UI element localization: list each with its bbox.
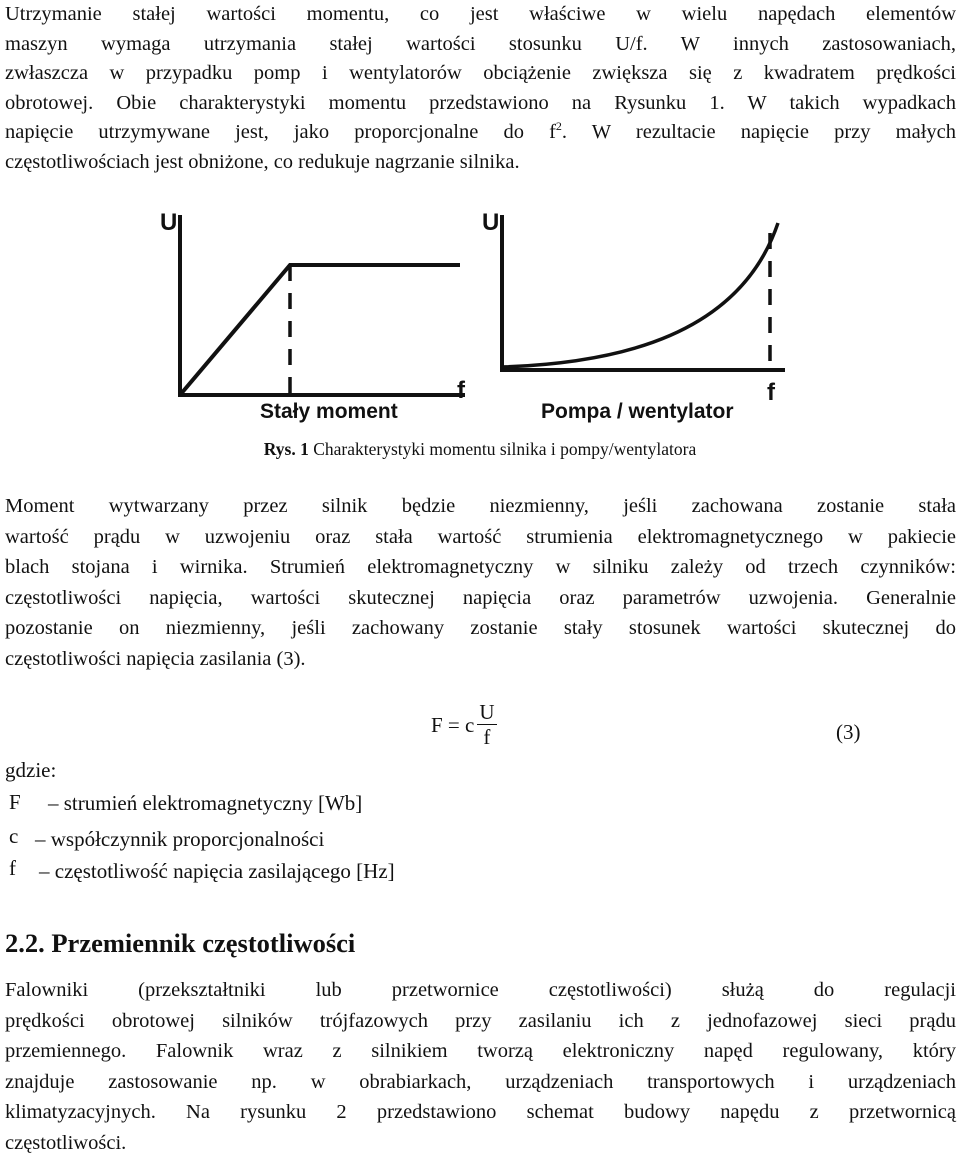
fraction-denominator: f (483, 725, 490, 749)
paragraph-line: pozostanie on niezmienny, jeśli zachowany zostanie stały stosunek wartości skutecznej do (5, 613, 956, 644)
paragraph-line: częstotliwości napięcia zasilania (3). (5, 644, 956, 675)
formula (431, 700, 497, 749)
paragraph-line: wartość prądu w uzwojeniu oraz stała wartość strumienia elektromagnetycznego w pakiecie (5, 522, 956, 553)
paragraph-line: częstotliwościach jest obniżone, co redukuje nagrzanie silnika. (5, 148, 956, 178)
pump-fan-panel (482, 209, 785, 423)
line-text: . W rezultacie napięcie przy małych (562, 121, 956, 143)
voltage-curve (502, 223, 778, 367)
paragraph-intro (5, 0, 956, 177)
formula-lhs: F = c (431, 713, 474, 737)
fraction (477, 700, 496, 749)
line-text: napięcie utrzymywane jest, jako proporcjonalne do f (5, 121, 556, 143)
figure-caption (0, 437, 960, 461)
paragraph-line: Falowniki (przekształtniki lub przetwornice częstotliwości) służą do regulacji (5, 975, 956, 1006)
fraction-numerator: U (477, 700, 496, 725)
panel-title: Stały moment (260, 400, 398, 423)
paragraph-line: obrotowej. Obie charakterystyki momentu przedstawiono na Rysunku 1. W takich wypadkach (5, 89, 956, 119)
paragraph-line: częstotliwości. (5, 1128, 956, 1158)
panel-title: Pompa / wentylator (541, 400, 734, 423)
voltage-curve (180, 265, 460, 395)
torque-characteristics-figure (0, 195, 960, 435)
paragraph-line: Utrzymanie stałej wartości momentu, co jest właściwe w wielu napędach elementów (5, 0, 956, 30)
superscript: 2 (556, 119, 562, 133)
paragraph-inverter (5, 975, 956, 1158)
x-axis-label: f (767, 379, 776, 406)
paragraph-line: prędkości obrotowej silników trójfazowych przy zasilaniu ich z jednofazowej sieci prądu (5, 1006, 956, 1037)
legend-symbol: c (9, 824, 18, 849)
y-axis-label: U (482, 209, 499, 236)
caption-text: Charakterystyki momentu silnika i pompy/wentylatora (309, 439, 696, 459)
paragraph-moment (5, 491, 956, 674)
legend-intro: gdzie: (5, 758, 56, 783)
section-heading: 2.2. Przemiennik częstotliwości (5, 928, 355, 959)
paragraph-line: Moment wytwarzany przez silnik będzie niezmienny, jeśli zachowana zostanie stała (5, 491, 956, 522)
paragraph-line: blach stojana i wirnika. Strumień elektromagnetyczny w silniku zależy od trzech czynników: (5, 552, 956, 583)
legend-symbol: f (9, 856, 16, 881)
x-axis-label: f (457, 377, 466, 404)
paragraph-line: znajduje zastosowanie np. w obrabiarkach, urządzeniach transportowych i urządzeniach (5, 1067, 956, 1098)
paragraph-line: klimatyzacyjnych. Na rysunku 2 przedstawiono schemat budowy napędu z przetwornicą (5, 1097, 956, 1128)
paragraph-line: przemiennego. Falownik wraz z silnikiem tworzą elektroniczny napęd regulowany, który (5, 1036, 956, 1067)
paragraph-line: częstotliwości napięcia, wartości skutecznej napięcia oraz parametrów uzwojenia. Generalnie (5, 583, 956, 614)
legend-description: – strumień elektromagnetyczny [Wb] (48, 791, 362, 816)
equation-number: (3) (836, 720, 861, 745)
legend-description: – częstotliwość napięcia zasilającego [Hz] (39, 859, 395, 884)
paragraph-line: maszyn wymaga utrzymania stałej wartości stosunku U/f. W innych zastosowaniach, (5, 30, 956, 60)
y-axis-label: U (160, 209, 177, 236)
constant-torque-panel (160, 209, 466, 423)
legend-symbol: F (9, 790, 21, 815)
legend-description: – współczynnik proporcjonalności (35, 827, 324, 852)
paragraph-line: zwłaszcza w przypadku pomp i wentylatorów obciążenie zwiększa się z kwadratem prędkości (5, 59, 956, 89)
caption-prefix: Rys. 1 (264, 439, 309, 459)
paragraph-line-with-superscript (5, 118, 956, 148)
